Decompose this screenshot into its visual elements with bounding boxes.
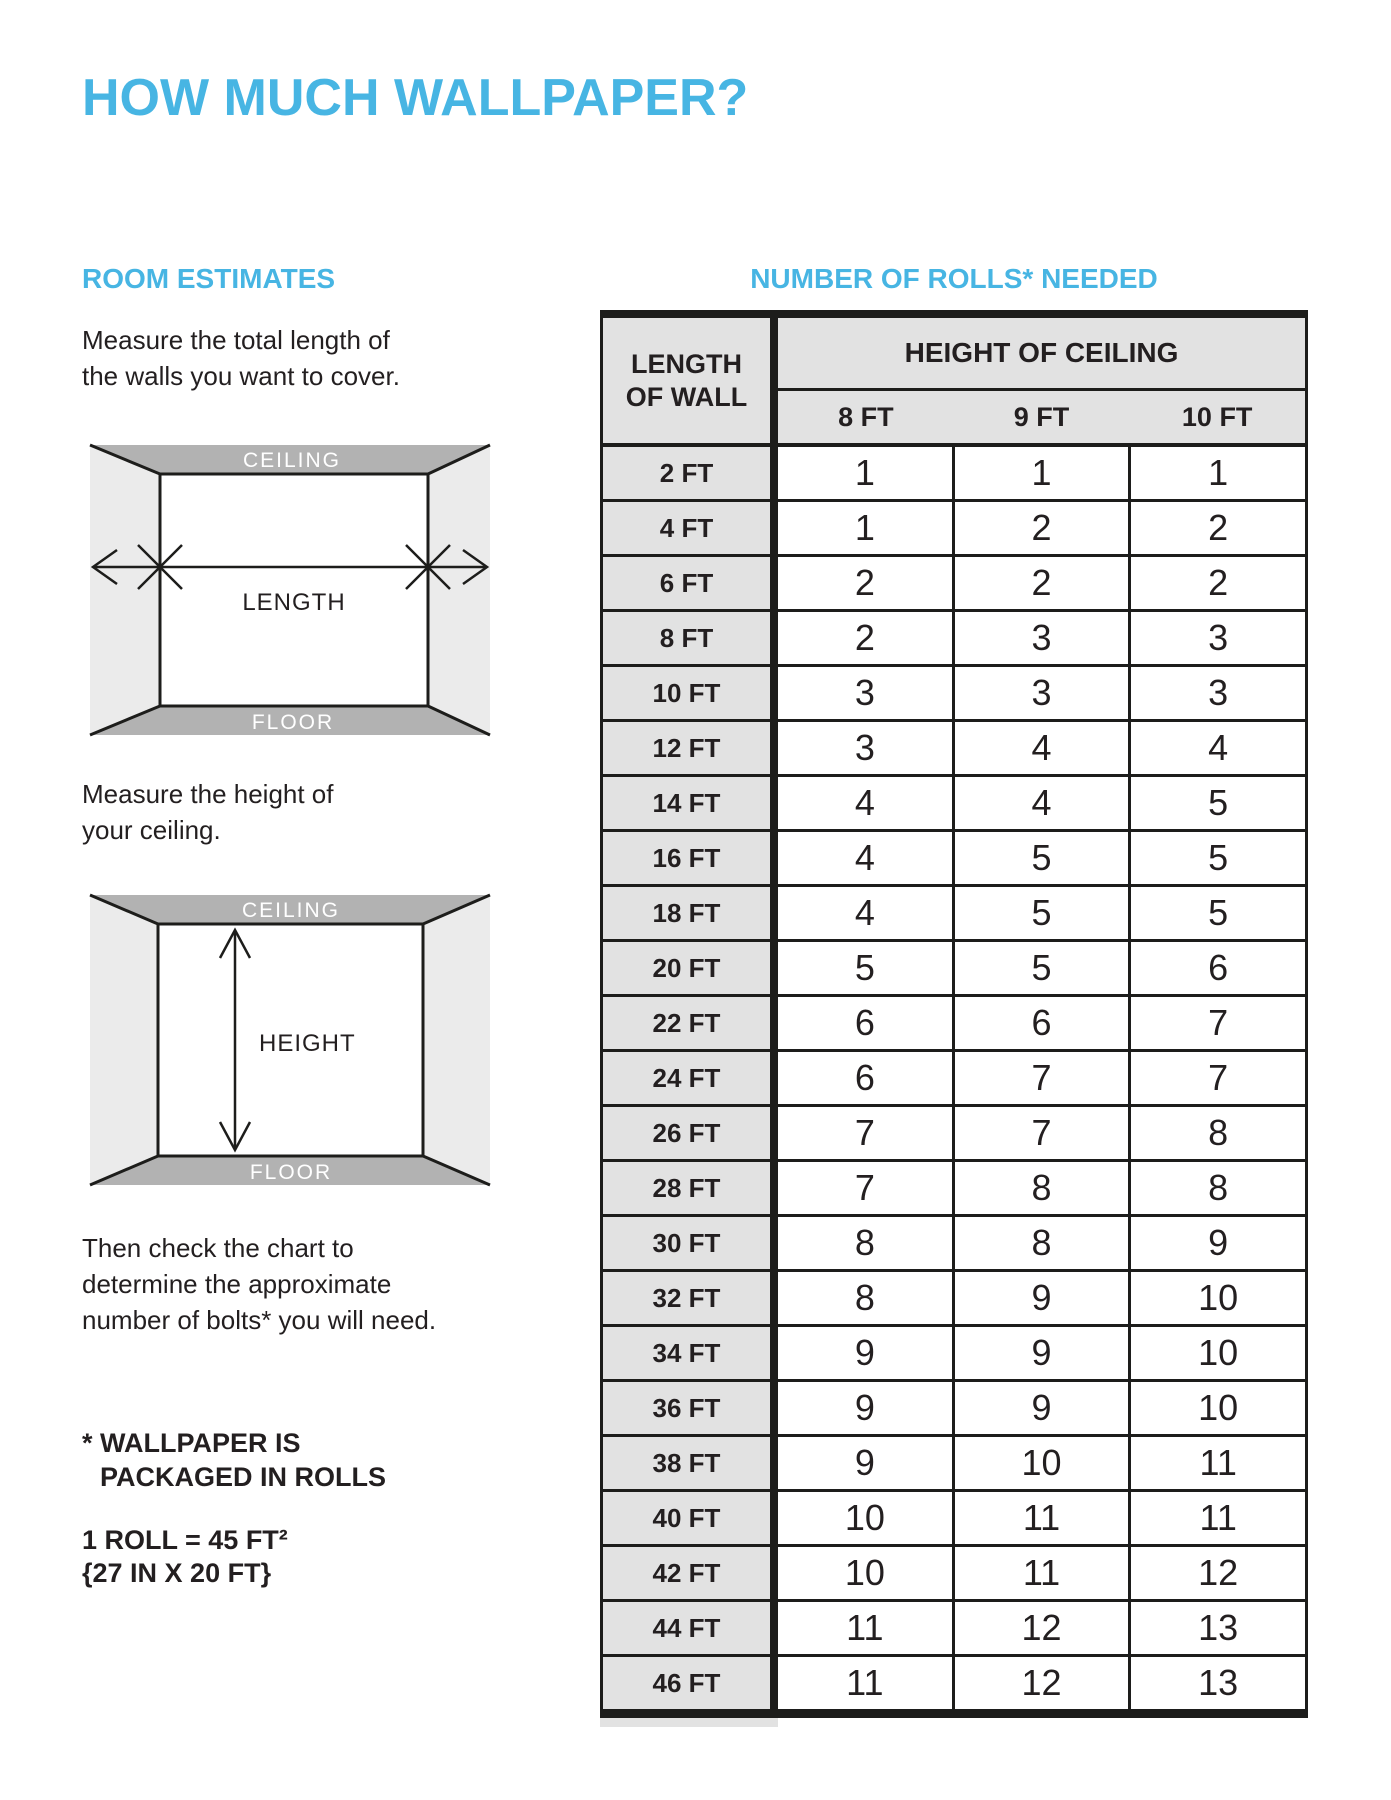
cell-10ft: 3	[1128, 667, 1305, 722]
right-wall-surface	[428, 445, 490, 735]
table-row	[603, 1382, 1305, 1437]
table-row	[603, 612, 1305, 667]
floor-label: FLOOR	[251, 711, 335, 734]
table-gray-tail	[600, 1718, 778, 1727]
row-label: 26 FT	[603, 1107, 778, 1162]
floor-label: FLOOR	[249, 1161, 333, 1184]
cell-8ft: 5	[778, 942, 952, 997]
row-label: 28 FT	[603, 1162, 778, 1217]
header-right-group	[778, 318, 1305, 447]
cell-8ft: 4	[778, 887, 952, 942]
column-headers-row	[778, 391, 1305, 447]
cell-9ft: 2	[952, 557, 1129, 612]
cell-10ft: 11	[1128, 1492, 1305, 1547]
cell-8ft: 11	[778, 1602, 952, 1657]
table-row	[603, 1657, 1305, 1712]
table-row	[603, 1327, 1305, 1382]
cell-10ft: 8	[1128, 1162, 1305, 1217]
cell-9ft: 11	[952, 1547, 1129, 1602]
row-label: 18 FT	[603, 887, 778, 942]
table-row	[603, 557, 1305, 612]
table-row	[603, 1547, 1305, 1602]
column-group-header: HEIGHT OF CEILING	[778, 318, 1305, 391]
ceiling-label: CEILING	[242, 449, 342, 472]
cell-8ft: 9	[778, 1382, 952, 1437]
roll-size-info	[82, 1524, 288, 1590]
row-label: 2 FT	[603, 447, 778, 502]
row-label: 10 FT	[603, 667, 778, 722]
table-row	[603, 832, 1305, 887]
cell-8ft: 2	[778, 612, 952, 667]
cell-8ft: 2	[778, 557, 952, 612]
table-row	[603, 1272, 1305, 1327]
page-title: HOW MUCH WALLPAPER?	[82, 69, 749, 127]
cell-8ft: 7	[778, 1107, 952, 1162]
cell-10ft: 11	[1128, 1437, 1305, 1492]
row-label: 16 FT	[603, 832, 778, 887]
cell-9ft: 8	[952, 1217, 1129, 1272]
cell-8ft: 8	[778, 1272, 952, 1327]
paragraph-line: determine the approximate	[82, 1269, 392, 1299]
table-row	[603, 1107, 1305, 1162]
rolls-needed-table	[600, 310, 1308, 1718]
left-wall-surface	[90, 445, 160, 735]
cell-10ft: 5	[1128, 777, 1305, 832]
row-label: 36 FT	[603, 1382, 778, 1437]
room-length-diagram-svg	[83, 438, 497, 742]
cell-10ft: 4	[1128, 722, 1305, 777]
cell-9ft: 9	[952, 1327, 1129, 1382]
cell-10ft: 2	[1128, 557, 1305, 612]
table-row	[603, 1052, 1305, 1107]
cell-10ft: 12	[1128, 1547, 1305, 1602]
cell-8ft: 10	[778, 1492, 952, 1547]
paragraph-line: your ceiling.	[82, 815, 221, 845]
table-row	[603, 447, 1305, 502]
cell-9ft: 11	[952, 1492, 1129, 1547]
room-height-diagram	[83, 888, 497, 1192]
cell-10ft: 1	[1128, 447, 1305, 502]
cell-9ft: 12	[952, 1602, 1129, 1657]
paragraph-measure-length	[82, 322, 400, 394]
cell-9ft: 12	[952, 1657, 1129, 1712]
cell-9ft: 7	[952, 1052, 1129, 1107]
cell-10ft: 6	[1128, 942, 1305, 997]
cell-8ft: 6	[778, 997, 952, 1052]
wallpaper-rolls-note	[82, 1426, 386, 1494]
cell-9ft: 9	[952, 1272, 1129, 1327]
paragraph-check-chart	[82, 1230, 436, 1338]
cell-8ft: 7	[778, 1162, 952, 1217]
table-row	[603, 1492, 1305, 1547]
cell-10ft: 13	[1128, 1602, 1305, 1657]
cell-9ft: 8	[952, 1162, 1129, 1217]
row-label: 14 FT	[603, 777, 778, 832]
cell-9ft: 7	[952, 1107, 1129, 1162]
cell-9ft: 4	[952, 777, 1129, 832]
cell-10ft: 13	[1128, 1657, 1305, 1712]
table-row	[603, 667, 1305, 722]
note-line: * WALLPAPER IS	[82, 1428, 301, 1458]
right-wall-surface	[423, 895, 490, 1185]
column-header-9ft: 9 FT	[1013, 401, 1070, 432]
cell-10ft: 9	[1128, 1217, 1305, 1272]
cell-9ft: 2	[952, 502, 1129, 557]
row-label: 4 FT	[603, 502, 778, 557]
paragraph-line: Measure the height of	[82, 779, 334, 809]
room-height-diagram-svg	[83, 888, 497, 1192]
cell-10ft: 10	[1128, 1327, 1305, 1382]
cell-8ft: 1	[778, 447, 952, 502]
table-header	[603, 318, 1305, 447]
paragraph-line: Measure the total length of	[82, 325, 390, 355]
table-row	[603, 1437, 1305, 1492]
cell-9ft: 9	[952, 1382, 1129, 1437]
row-label: 32 FT	[603, 1272, 778, 1327]
row-label: 46 FT	[603, 1657, 778, 1712]
cell-8ft: 1	[778, 502, 952, 557]
table-row	[603, 502, 1305, 557]
rolls-needed-heading: NUMBER OF ROLLS* NEEDED	[750, 263, 1158, 294]
row-label: 8 FT	[603, 612, 778, 667]
column-header-8ft: 8 FT	[838, 401, 894, 432]
cell-8ft: 8	[778, 1217, 952, 1272]
cell-9ft: 5	[952, 942, 1129, 997]
table-row	[603, 1162, 1305, 1217]
room-length-diagram	[83, 438, 497, 742]
cell-10ft: 8	[1128, 1107, 1305, 1162]
cell-10ft: 10	[1128, 1382, 1305, 1437]
table-row	[603, 997, 1305, 1052]
roll-size-line: 1 ROLL = 45 FT²	[82, 1525, 288, 1555]
table-body	[603, 447, 1305, 1712]
note-line: PACKAGED IN ROLLS	[100, 1462, 387, 1492]
cell-8ft: 9	[778, 1437, 952, 1492]
cell-8ft: 6	[778, 1052, 952, 1107]
row-label: 24 FT	[603, 1052, 778, 1107]
paragraph-line: Then check the chart to	[82, 1233, 354, 1263]
cell-9ft: 1	[952, 447, 1129, 502]
table-row	[603, 942, 1305, 997]
row-label: 30 FT	[603, 1217, 778, 1272]
cell-9ft: 10	[952, 1437, 1129, 1492]
table-row	[603, 1217, 1305, 1272]
corner-header-line: OF WALL	[625, 381, 748, 412]
room-estimates-heading: ROOM ESTIMATES	[82, 263, 336, 294]
cell-10ft: 7	[1128, 1052, 1305, 1107]
cell-10ft: 3	[1128, 612, 1305, 667]
corner-header-length-of-wall	[603, 318, 778, 447]
paragraph-line: number of bolts* you will need.	[82, 1305, 437, 1335]
corner-header-line: LENGTH	[631, 348, 742, 379]
ceiling-label: CEILING	[241, 899, 341, 922]
row-label: 44 FT	[603, 1602, 778, 1657]
table-row	[603, 722, 1305, 777]
row-label: 38 FT	[603, 1437, 778, 1492]
row-label: 12 FT	[603, 722, 778, 777]
row-label: 6 FT	[603, 557, 778, 612]
cell-10ft: 2	[1128, 502, 1305, 557]
cell-10ft: 7	[1128, 997, 1305, 1052]
cell-8ft: 4	[778, 832, 952, 887]
cell-9ft: 5	[952, 887, 1129, 942]
cell-8ft: 3	[778, 667, 952, 722]
row-label: 42 FT	[603, 1547, 778, 1602]
cell-8ft: 3	[778, 722, 952, 777]
cell-9ft: 6	[952, 997, 1129, 1052]
cell-9ft: 4	[952, 722, 1129, 777]
column-header-10ft: 10 FT	[1181, 401, 1253, 432]
cell-9ft: 5	[952, 832, 1129, 887]
row-label: 40 FT	[603, 1492, 778, 1547]
cell-8ft: 9	[778, 1327, 952, 1382]
height-label: HEIGHT	[259, 1030, 356, 1057]
row-label: 34 FT	[603, 1327, 778, 1382]
cell-9ft: 3	[952, 612, 1129, 667]
cell-8ft: 10	[778, 1547, 952, 1602]
cell-8ft: 11	[778, 1657, 952, 1712]
table-row	[603, 777, 1305, 832]
paragraph-measure-height	[82, 776, 334, 848]
cell-9ft: 3	[952, 667, 1129, 722]
table-row	[603, 1602, 1305, 1657]
roll-size-line: {27 IN X 20 FT}	[82, 1558, 272, 1588]
paragraph-line: the walls you want to cover.	[82, 361, 400, 391]
length-label: LENGTH	[242, 589, 346, 616]
cell-8ft: 4	[778, 777, 952, 832]
cell-10ft: 5	[1128, 832, 1305, 887]
cell-10ft: 10	[1128, 1272, 1305, 1327]
row-label: 22 FT	[603, 997, 778, 1052]
left-wall-surface	[90, 895, 158, 1185]
cell-10ft: 5	[1128, 887, 1305, 942]
row-label: 20 FT	[603, 942, 778, 997]
table-row	[603, 887, 1305, 942]
